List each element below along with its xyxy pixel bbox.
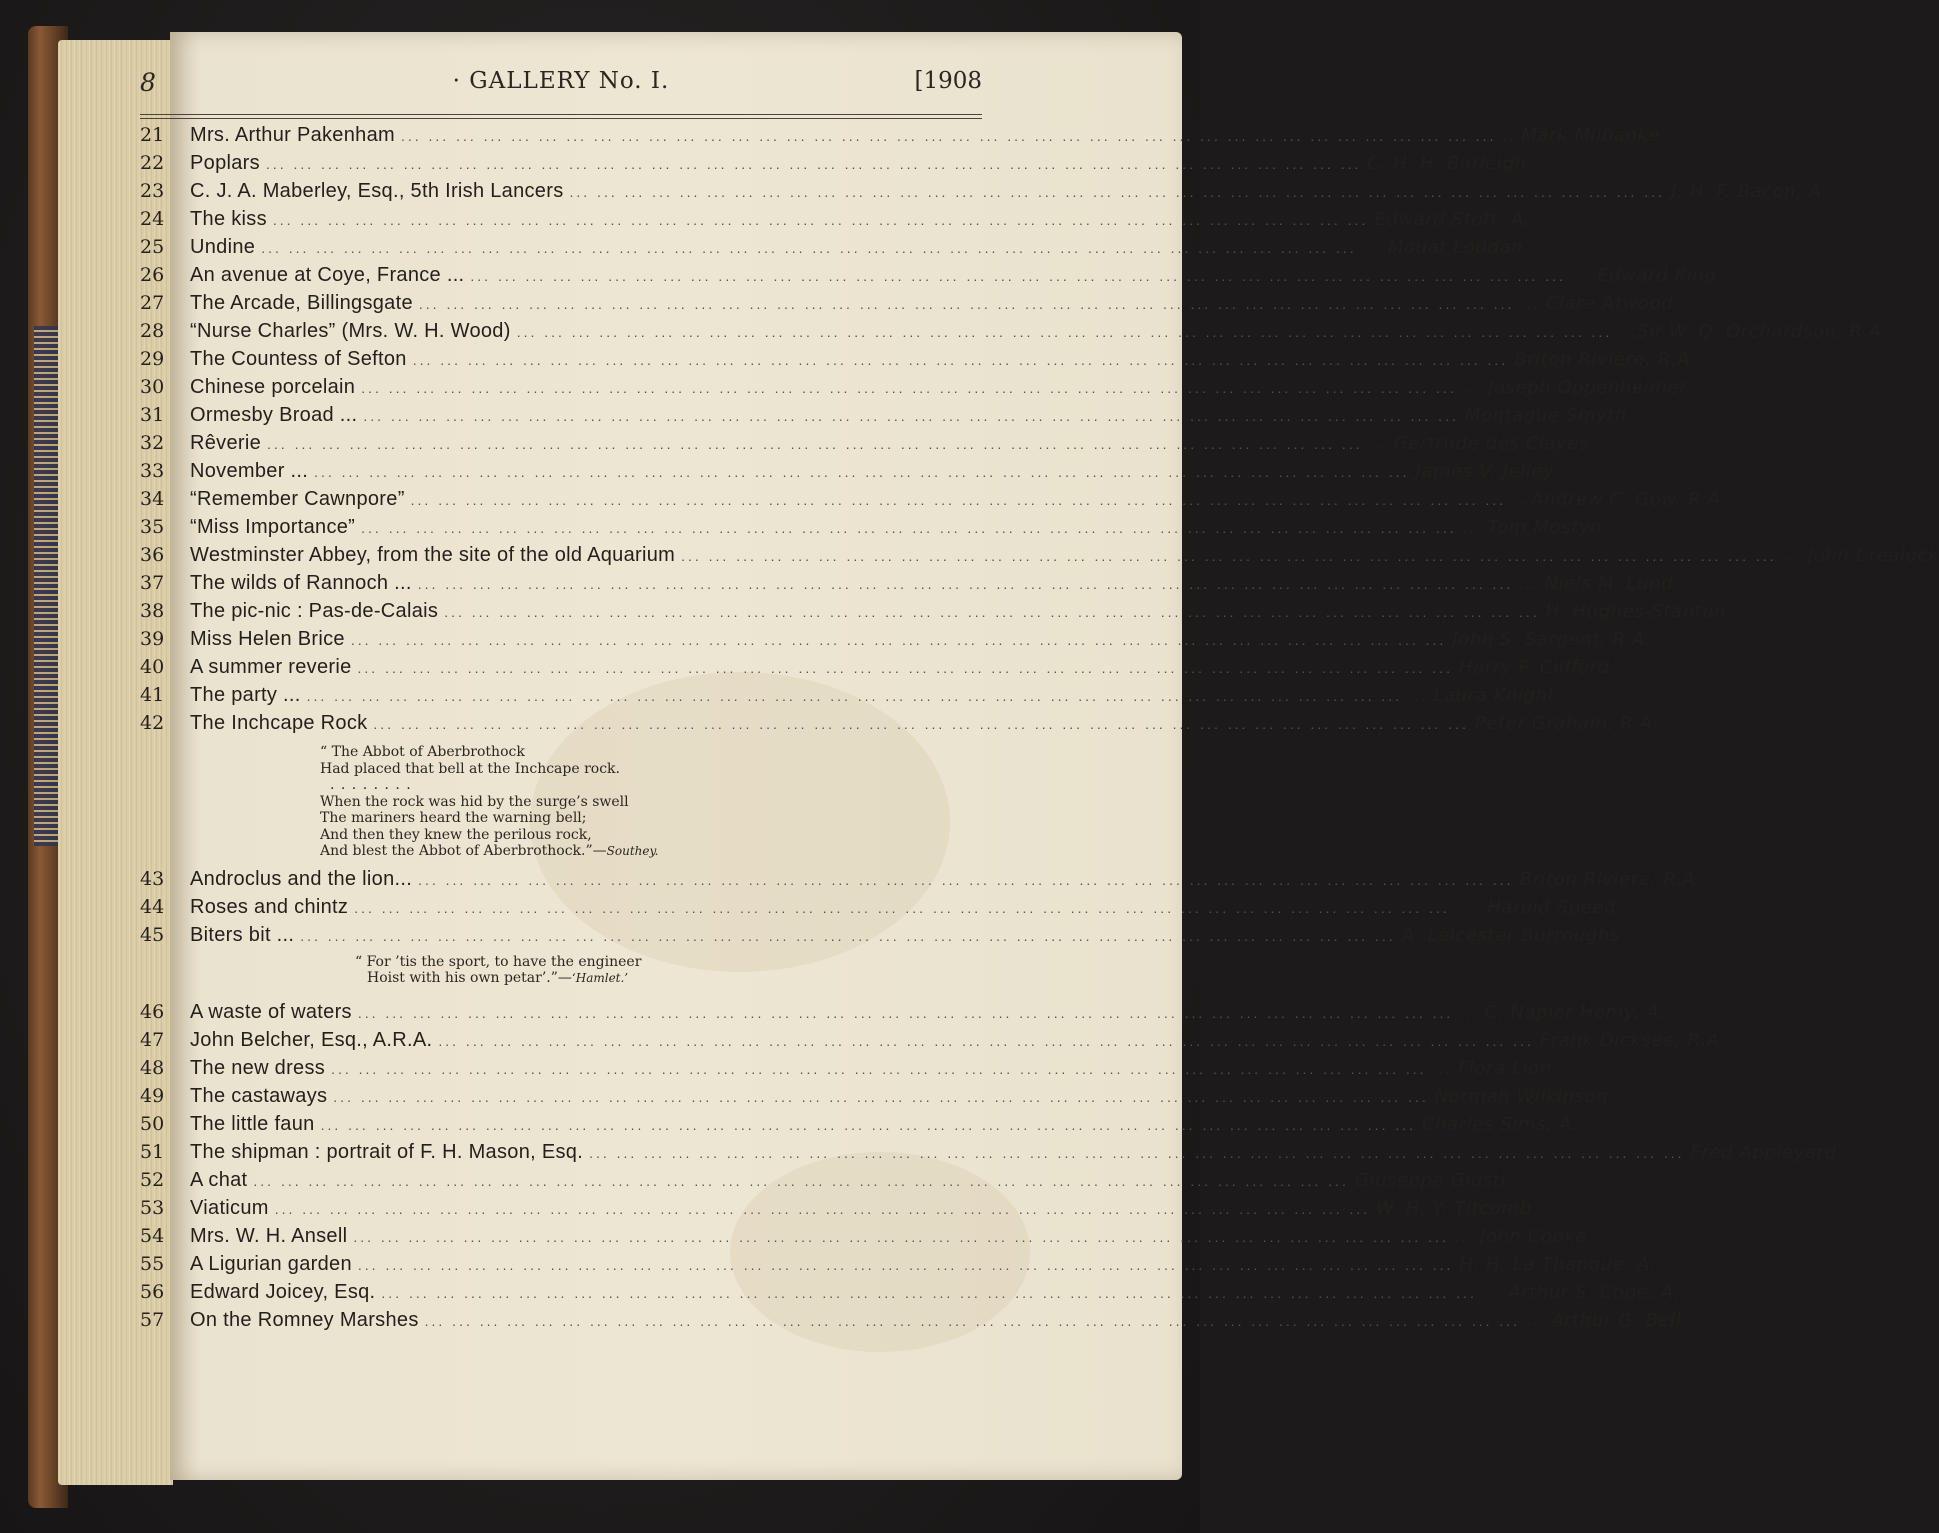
entry-artist: Giuseppe Giusti: [1354, 1169, 1507, 1191]
header-rule: [140, 118, 982, 119]
entry-artist: Harry P. Clifford: [1458, 657, 1610, 678]
leader-dots: ... ... ... ... ... ... ... ... ... ... ... ... ... ... ... ... ... ... ... ... ... ... ... ... ... ... ... ... ... ... ... ... ... ... ... ... ... ... ... ...: [272, 212, 1369, 228]
leader-dots: ... ... ... ... ... ... ... ... ... ... ... ... ... ... ... ... ... ... ... ... ... ... ... ... ... ... ... ... ... ... ... ... ... ... ... ... ... ... ... ...: [265, 156, 1362, 172]
entry-number: 42: [140, 712, 165, 734]
catalogue-entry: [140, 1280, 1681, 1309]
entry-number: 54: [140, 1224, 165, 1247]
leader-dots: ... ... ... ... ... ... ... ... ... ... ... ... ... ... ... ... ... ... ... ... ... ... ... ... ... ... ... ... ... ... ... ... ... ... ... ... ... ... ... ...: [357, 1256, 1454, 1273]
entry-title: Mrs. Arthur Pakenham: [190, 124, 395, 146]
catalogue-entry: [140, 152, 1527, 180]
entry-artist: Charles Sims, A.: [1422, 1113, 1579, 1135]
entry-number: 23: [140, 180, 165, 202]
catalogue-entry: [140, 1224, 1588, 1253]
quote-line: “ For ’tis the sport, to have the engineer: [355, 953, 642, 970]
quote-hamlet: [355, 954, 990, 987]
leader-dots: ... ... ... ... ... ... ... ... ... ... ... ... ... ... ... ... ... ... ... ... ... ... ... ... ... ... ... ... ... ... ... ... ... ... ... ... ... ... ... ...: [418, 871, 1514, 888]
quote-line: When the rock was hid by the surge’s swell: [320, 793, 629, 810]
catalogue-entry: [140, 600, 1726, 628]
quote-line: [355, 970, 990, 987]
entry-artist: ...Andrew C. Gow, R.A.: [1512, 489, 1728, 510]
entry-number: 48: [140, 1056, 165, 1079]
catalogue-entry: [140, 432, 1590, 460]
entry-artist: ... Niels M. Lund: [1519, 573, 1674, 594]
leader-dots: ... ... ... ... ... ... ... ... ... ... ... ... ... ... ... ... ... ... ... ... ... ... ... ... ... ... ... ... ... ... ... ... ... ... ... ... ... ... ... ...: [412, 352, 1509, 368]
entry-number: 44: [140, 895, 165, 918]
quote-line: [320, 843, 990, 860]
entry-number: 37: [140, 572, 165, 594]
entry-title: Edward Joicey, Esq.: [190, 1280, 376, 1303]
entry-number: 47: [140, 1028, 165, 1051]
entry-artist: ... Flora Lion: [1432, 1057, 1552, 1079]
quote-ellipsis: . . . . . . . .: [330, 777, 412, 793]
leader-dots: ... ... ... ... ... ... ... ... ... ... ... ... ... ... ... ... ... ... ... ... ... ... ... ... ... ... ... ... ... ... ... ... ... ... ... ... ... ... ... ...: [410, 492, 1507, 508]
entry-number: 27: [140, 292, 165, 314]
entry-artist: Montague Smyth: [1464, 405, 1628, 426]
leader-dots: ... ... ... ... ... ... ... ... ... ... ... ... ... ... ... ... ... ... ... ... ... ... ... ... ... ... ... ... ... ... ... ... ... ... ... ... ... ... ... ...: [363, 408, 1459, 424]
entry-artist: ... Arthur S. Cope, A.: [1482, 1281, 1681, 1303]
entry-title: The castaways: [190, 1084, 328, 1107]
entry-number: 46: [140, 1000, 165, 1023]
entry-title: Mrs. W. H. Ansell: [190, 1224, 348, 1247]
entry-artist: ... Gertrude des Clayes: [1368, 433, 1590, 454]
entry-artist: John S. Sargent, R.A.: [1452, 629, 1652, 650]
entry-artist: H. H. La Thangue, A.: [1459, 1253, 1657, 1275]
entry-number: 50: [140, 1112, 165, 1135]
catalogue-entry: [140, 867, 1703, 896]
catalogue-entry: [140, 1308, 1682, 1337]
leader-dots: ... ... ... ... ... ... ... ... ... ... ... ... ... ... ... ... ... ... ... ... ... ... ... ... ... ... ... ... ... ... ... ... ... ... ... ... ... ... ... ...: [381, 1284, 1477, 1301]
entry-title: Roses and chintz: [190, 895, 349, 918]
catalogue-entry: [140, 684, 1556, 712]
catalogue-entry: [140, 572, 1674, 600]
entry-artist: H. Hughes-Stanton: [1545, 601, 1726, 622]
quote-source: Southey.: [606, 844, 659, 858]
catalogue-entry: [140, 264, 1717, 292]
entry-title: The wilds of Rannoch ...: [190, 572, 412, 594]
entry-artist: .... Harold Speed: [1455, 896, 1617, 918]
catalogue-entry: [140, 1196, 1532, 1225]
catalogue-entry: [140, 1028, 1727, 1057]
entry-group: [140, 1000, 1837, 1337]
leader-dots: ... ... ... ... ... ... ... ... ... ... ... ... ... ... ... ... ... ... ... ... ... ... ... ... ... ... ... ... ... ... ... ... ... ... ... ... ... ... ... ...: [357, 660, 1453, 676]
entry-title: Androclus and the lion...: [190, 867, 413, 890]
catalogue-entry: [140, 124, 1661, 152]
entry-number: 49: [140, 1084, 165, 1107]
entry-artist: Frank Dicksee, R.A.: [1539, 1029, 1727, 1051]
catalogue-list: [140, 124, 1939, 1337]
entry-artist: C. H. H. Burleigh: [1367, 153, 1527, 174]
quote-inchcape: [320, 744, 990, 860]
leader-dots: ... ... ... ... ... ... ... ... ... ... ... ... ... ... ... ... ... ... ... ... ... ... ... ... ... ... ... ... ... ... ... ... ... ... ... ... ... ... ... ...: [333, 1088, 1429, 1105]
catalogue-entry: [140, 1056, 1552, 1085]
entry-number: 38: [140, 600, 165, 622]
entry-title: C. J. A. Maberley, Esq., 5th Irish Lancers: [190, 180, 564, 202]
entry-group: [140, 867, 1703, 952]
catalogue-entry: [140, 348, 1697, 376]
entry-title: The kiss: [190, 208, 267, 230]
catalogue-entry: [140, 488, 1728, 516]
quote-line: And then they knew the perilous rock,: [320, 826, 592, 843]
entry-artist: ... John Cooke: [1454, 1225, 1588, 1247]
entry-title: A summer reverie: [190, 656, 352, 678]
entry-artist: ... C. Napier Hemy, A.: [1459, 1001, 1666, 1023]
entry-number: 34: [140, 488, 165, 510]
entry-artist: Norman Wilkinson: [1434, 1085, 1609, 1107]
catalogue-entry: [140, 1252, 1657, 1281]
quote-source: ‘Hamlet.’: [571, 971, 629, 985]
leader-dots: ... ... ... ... ... ... ... ... ... ... ... ... ... ... ... ... ... ... ... ... ... ... ... ... ... ... ... ... ... ... ... ... ... ... ... ... ... ... ... ...: [357, 1004, 1454, 1021]
entry-title: Biters bit ...: [190, 923, 295, 946]
entry-artist: ... Joseph Oppenheimer: [1462, 377, 1688, 398]
catalogue-entry: [140, 1084, 1609, 1113]
leader-dots: ... ... ... ... ... ... ... ... ... ... ... ... ... ... ... ... ... ... ... ... ... ... ... ... ... ... ... ... ... ... ... ... ... ... ... ... ... ... ... ...: [320, 1116, 1417, 1133]
entry-title: John Belcher, Esq., A.R.A.: [190, 1028, 433, 1051]
entry-number: 29: [140, 348, 165, 370]
entry-number: 57: [140, 1308, 165, 1331]
leader-dots: ... ... ... ... ... ... ... ... ... ... ... ... ... ... ... ... ... ... ... ... ... ... ... ... ... ... ... ... ... ... ... ... ... ... ... ... ... ... ... ...: [331, 1060, 1427, 1077]
entry-title: Miss Helen Brice: [190, 628, 345, 650]
leader-dots: ... ... ... ... ... ... ... ... ... ... ... ... ... ... ... ... ... ... ... ... ... ... ... ... ... ... ... ... ... ... ... ... ... ... ... ... ... ... ... ...: [569, 184, 1665, 200]
entry-artist: ... Arthur G. Bell: [1526, 1309, 1682, 1331]
page-number: 8: [140, 68, 156, 97]
entry-title: Poplars: [190, 152, 260, 174]
leader-dots: ... ... ... ... ... ... ... ... ... ... ... ... ... ... ... ... ... ... ... ... ... ... ... ... ... ... ... ... ... ... ... ... ... ... ... ... ... ... ... ...: [373, 716, 1469, 732]
entry-artist: ... John Crealock: [1782, 545, 1939, 566]
entry-number: 53: [140, 1196, 165, 1219]
entry-artist: Peter Graham, R.A.: [1474, 713, 1660, 734]
entry-title: Westminster Abbey, from the site of the old Aquarium: [190, 544, 676, 566]
leader-dots: ... ... ... ... ... ... ... ... ... ... ... ... ... ... ... ... ... ... ... ... ... ... ... ... ... ... ... ... ... ... ... ... ... ... ... ... ... ... ... ...: [354, 899, 1450, 916]
entry-title: “Miss Importance”: [190, 516, 356, 538]
catalogue-entry: [140, 544, 1939, 572]
entry-artist: A. Leicester Burroughs: [1401, 924, 1620, 946]
entry-number: 55: [140, 1252, 165, 1275]
entry-title: “Remember Cawnpore”: [190, 488, 405, 510]
quote-text: And blest the Abbot of Aberbrothock.”—: [320, 843, 607, 859]
entry-artist: W. H. Y. Titcomb: [1376, 1197, 1532, 1219]
quote-line: Had placed that bell at the Inchcape rock.: [320, 760, 620, 777]
entry-title: “Nurse Charles” (Mrs. W. H. Wood): [190, 320, 511, 342]
catalogue-entry: [140, 320, 1889, 348]
leader-dots: ... ... ... ... ... ... ... ... ... ... ... ... ... ... ... ... ... ... ... ... ... ... ... ... ... ... ... ... ... ... ... ... ... ... ... ... ... ... ... ...: [300, 927, 1396, 944]
entry-number: 28: [140, 320, 165, 342]
leader-dots: ... ... ... ... ... ... ... ... ... ... ... ... ... ... ... ... ... ... ... ... ... ... ... ... ... ... ... ... ... ... ... ... ... ... ... ... ... ... ... ...: [438, 1032, 1534, 1049]
leader-dots: ... ... ... ... ... ... ... ... ... ... ... ... ... ... ... ... ... ... ... ... ... ... ... ... ... ... ... ... ... ... ... ... ... ... ... ... ... ... ... ...: [444, 604, 1540, 620]
entry-title: The shipman : portrait of F. H. Mason, Esq.: [190, 1140, 584, 1163]
leader-dots: ... ... ... ... ... ... ... ... ... ... ... ... ... ... ... ... ... ... ... ... ... ... ... ... ... ... ... ... ... ... ... ... ... ... ... ... ... ... ... ...: [350, 632, 1447, 648]
header-rule: [140, 114, 982, 115]
leader-dots: ... ... ... ... ... ... ... ... ... ... ... ... ... ... ... ... ... ... ... ... ... ... ... ... ... ... ... ... ... ... ... ... ... ... ... ... ... ... ... ...: [361, 520, 1457, 536]
entry-title: Rêverie: [190, 432, 262, 454]
leader-dots: ... ... ... ... ... ... ... ... ... ... ... ... ... ... ... ... ... ... ... ... ... ... ... ... ... ... ... ... ... ... ... ... ... ... ... ... ... ... ... ...: [681, 548, 1777, 564]
entry-title: The new dress: [190, 1056, 326, 1079]
entry-number: 41: [140, 684, 165, 706]
catalogue-entry: [140, 923, 1620, 952]
entry-number: 36: [140, 544, 165, 566]
entry-number: 43: [140, 867, 165, 890]
leader-dots: ... ... ... ... ... ... ... ... ... ... ... ... ... ... ... ... ... ... ... ... ... ... ... ... ... ... ... ... ... ... ... ... ... ... ... ... ... ... ... ...: [418, 296, 1515, 312]
leader-dots: ... ... ... ... ... ... ... ... ... ... ... ... ... ... ... ... ... ... ... ... ... ... ... ... ... ... ... ... ... ... ... ... ... ... ... ... ... ... ... ...: [589, 1144, 1685, 1161]
leader-dots: ... ... ... ... ... ... ... ... ... ... ... ... ... ... ... ... ... ... ... ... ... ... ... ... ... ... ... ... ... ... ... ... ... ... ... ... ... ... ... ...: [274, 1200, 1371, 1217]
catalogue-entry: [140, 628, 1652, 656]
leader-dots: ... ... ... ... ... ... ... ... ... ... ... ... ... ... ... ... ... ... ... ... ... ... ... ... ... ... ... ... ... ... ... ... ... ... ... ... ... ... ... ...: [267, 436, 1363, 452]
leader-dots: ... ... ... ... ... ... ... ... ... ... ... ... ... ... ... ... ... ... ... ... ... ... ... ... ... ... ... ... ... ... ... ... ... ... ... ... ... ... ... ...: [306, 688, 1403, 704]
entry-number: 24: [140, 208, 165, 230]
entry-number: 26: [140, 264, 165, 286]
catalogue-entry: [140, 180, 1829, 208]
entry-artist: ... Tom Mostyn: [1462, 517, 1602, 538]
quote-line: “ The Abbot of Aberbrothock: [320, 744, 525, 760]
entry-title: November ...: [190, 460, 309, 482]
entry-artist: ...Sir W. Q. Orchardson, R.A.: [1618, 321, 1889, 342]
entry-number: 51: [140, 1140, 165, 1163]
catalogue-entry: [140, 712, 1660, 740]
leader-dots: ... ... ... ... ... ... ... ... ... ... ... ... ... ... ... ... ... ... ... ... ... ... ... ... ... ... ... ... ... ... ... ... ... ... ... ... ... ... ... ...: [253, 1172, 1349, 1189]
entry-artist: James V. Jelley: [1415, 461, 1555, 482]
year-label: [1908: [914, 68, 982, 94]
entry-title: The party ...: [190, 684, 301, 706]
entry-artist: ... Edward King: [1571, 265, 1717, 286]
quote-text: Hoist with his own petar’.”—: [367, 970, 572, 986]
entry-number: 56: [140, 1280, 165, 1303]
leader-dots: ... ... ... ... ... ... ... ... ... ... ... ... ... ... ... ... ... ... ... ... ... ... ... ... ... ... ... ... ... ... ... ... ... ... ... ... ... ... ... ...: [417, 576, 1514, 592]
leader-dots: ... ... ... ... ... ... ... ... ... ... ... ... ... ... ... ... ... ... ... ... ... ... ... ... ... ... ... ... ... ... ... ... ... ... ... ... ... ... ... ...: [314, 464, 1410, 480]
entry-number: 22: [140, 152, 165, 174]
entry-artist: ... Mouat Loudan: [1362, 237, 1524, 258]
entry-title: Undine: [190, 236, 256, 258]
entry-title: On the Romney Marshes: [190, 1308, 419, 1331]
catalogue-entry: [140, 236, 1524, 264]
entry-title: Chinese porcelain: [190, 376, 356, 398]
entry-number: 21: [140, 124, 165, 146]
entry-artist: Edward Stott, A.: [1374, 209, 1531, 230]
entry-artist: ... Clare Atwood: [1520, 293, 1674, 314]
entry-title: A waste of waters: [190, 1000, 352, 1023]
leader-dots: ... ... ... ... ... ... ... ... ... ... ... ... ... ... ... ... ... ... ... ... ... ... ... ... ... ... ... ... ... ... ... ... ... ... ... ... ... ... ... ...: [516, 324, 1613, 340]
entry-number: 32: [140, 432, 165, 454]
entry-title: The Arcade, Billingsgate: [190, 292, 413, 314]
entry-number: 30: [140, 376, 165, 398]
leader-dots: ... ... ... ... ... ... ... ... ... ... ... ... ... ... ... ... ... ... ... ... ... ... ... ... ... ... ... ... ... ... ... ... ... ... ... ... ... ... ... ...: [470, 268, 1566, 284]
entry-number: 25: [140, 236, 165, 258]
entry-number: 40: [140, 656, 165, 678]
entry-number: 31: [140, 404, 165, 426]
entry-artist: ...Mark Milbanke: [1502, 125, 1661, 146]
entry-artist: J. H. F. Bacon, A.: [1670, 181, 1829, 202]
leader-dots: ... ... ... ... ... ... ... ... ... ... ... ... ... ... ... ... ... ... ... ... ... ... ... ... ... ... ... ... ... ... ... ... ... ... ... ... ... ... ... ...: [424, 1312, 1521, 1329]
entry-title: An avenue at Coye, France ...: [190, 264, 465, 286]
catalogue-entry: [140, 292, 1674, 320]
leader-dots: ... ... ... ... ... ... ... ... ... ... ... ... ... ... ... ... ... ... ... ... ... ... ... ... ... ... ... ... ... ... ... ... ... ... ... ... ... ... ... ...: [261, 240, 1357, 256]
catalogue-entry: [140, 1000, 1666, 1029]
catalogue-entry: [140, 1112, 1579, 1141]
entry-number: 35: [140, 516, 165, 538]
catalogue-entry: [140, 376, 1688, 404]
entry-number: 33: [140, 460, 165, 482]
catalogue-entry: [140, 1168, 1507, 1197]
entry-title: The pic-nic : Pas-de-Calais: [190, 600, 439, 622]
catalogue-entry: [140, 895, 1617, 924]
entry-artist: Briton Riviere, R.A.: [1519, 868, 1703, 890]
entry-title: The Countess of Sefton: [190, 348, 407, 370]
entry-number: 45: [140, 923, 165, 946]
catalogue-entry: [140, 460, 1555, 488]
gallery-title: · GALLERY No. I.: [452, 68, 670, 94]
catalogue-entry: [140, 516, 1602, 544]
leader-dots: ... ... ... ... ... ... ... ... ... ... ... ... ... ... ... ... ... ... ... ... ... ... ... ... ... ... ... ... ... ... ... ... ... ... ... ... ... ... ... ...: [361, 380, 1457, 396]
catalogue-entry: [140, 656, 1610, 684]
leader-dots: ... ... ... ... ... ... ... ... ... ... ... ... ... ... ... ... ... ... ... ... ... ... ... ... ... ... ... ... ... ... ... ... ... ... ... ... ... ... ... ...: [400, 128, 1497, 144]
catalogue-entry: [140, 1140, 1837, 1169]
entry-title: A Ligurian garden: [190, 1252, 352, 1275]
catalogue-entry: [140, 404, 1628, 432]
entry-title: A chat: [190, 1168, 248, 1191]
entry-title: The little faun: [190, 1112, 315, 1135]
catalogue-entry: [140, 208, 1531, 236]
entry-artist: ... Laura Knight: [1408, 685, 1556, 706]
page-header: [140, 68, 982, 108]
entry-number: 52: [140, 1168, 165, 1191]
entry-number: 39: [140, 628, 165, 650]
entry-group: [140, 124, 1939, 740]
entry-title: Viaticum: [190, 1196, 269, 1219]
entry-artist: Briton Riviere, R.A.: [1514, 349, 1697, 370]
quote-line: The mariners heard the warning bell;: [320, 810, 587, 826]
entry-artist: Fred Appleyard: [1690, 1141, 1837, 1163]
entry-title: The Inchcape Rock: [190, 712, 368, 734]
entry-title: Ormesby Broad ...: [190, 404, 358, 426]
leader-dots: ... ... ... ... ... ... ... ... ... ... ... ... ... ... ... ... ... ... ... ... ... ... ... ... ... ... ... ... ... ... ... ... ... ... ... ... ... ... ... ...: [353, 1228, 1449, 1245]
